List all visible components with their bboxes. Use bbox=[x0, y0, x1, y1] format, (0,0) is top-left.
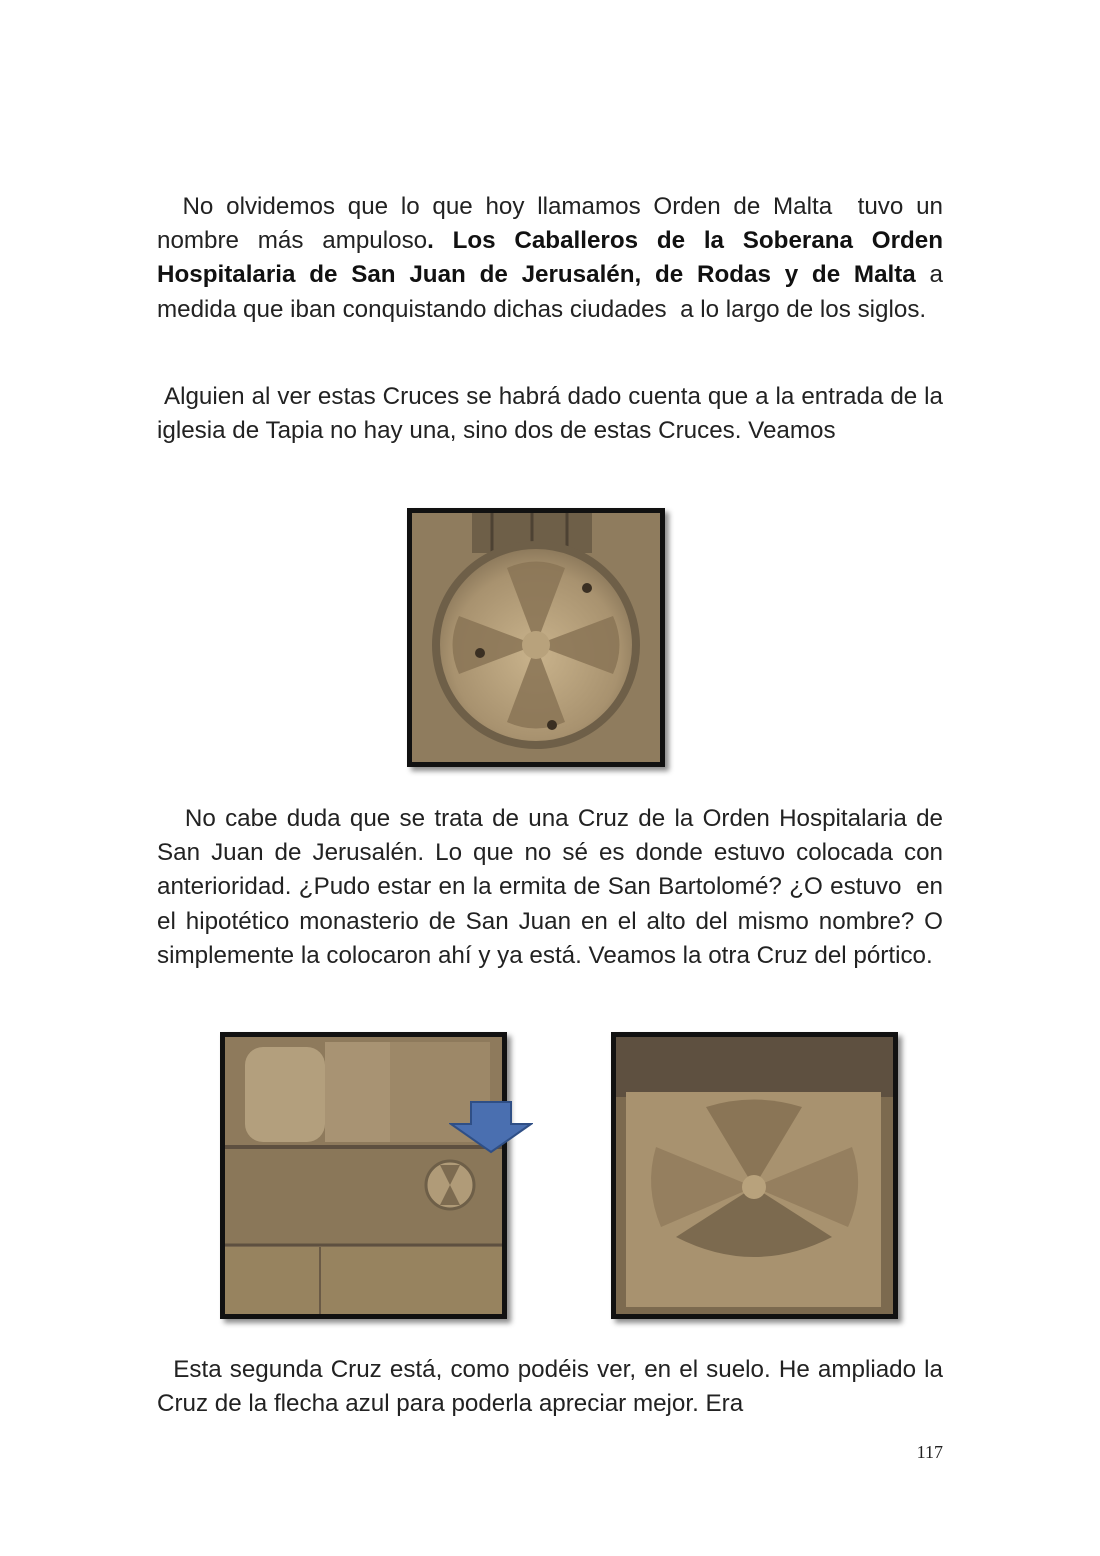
photo-stone-cross-circle bbox=[407, 508, 665, 767]
paragraph-cruz-hospitalaria: No cabe duda que se trata de una Cruz de la Orden Hospitalaria de San Juan de Jerusalén. Lo que no sé es donde estuvo colocada con anterioridad. ¿Pudo estar en la ermita de San Bartolomé? ¿O estuvo en el hipotético monasterio de San Juan en el alto del mismo nombre? O simplemente la colocaron ahí y ya está. Veamos la otra Cruz del pórtico. bbox=[157, 805, 943, 969]
photo-stone-wall bbox=[220, 1032, 507, 1319]
paragraph-segunda-cruz: Esta segunda Cruz está, como podéis ver, en el suelo. He ampliado la Cruz de la flecha azul para poderla apreciar mejor. Era bbox=[157, 1356, 943, 1418]
paragraph-orden-de-malta bbox=[157, 190, 943, 327]
paragraph-text: a medida que iban conquistando dichas ciudades a lo largo de los siglos. bbox=[157, 261, 943, 323]
paragraph-text: No olvidemos que lo que hoy llamamos Orden de Malta tuvo un nombre más ampuloso bbox=[157, 193, 943, 255]
bold-order-name: . Los Caballeros de la Soberana Orden Hospitalaria de San Juan de Jerusalén, de Rodas y de Malta bbox=[157, 227, 943, 289]
photo-stone-cross-closeup bbox=[611, 1032, 898, 1319]
blue-arrow-down-icon bbox=[449, 1100, 533, 1154]
paragraph-dos-cruces: Alguien al ver estas Cruces se habrá dado cuenta que a la entrada de la iglesia de Tapia no hay una, sino dos de estas Cruces. Veamos bbox=[157, 383, 943, 445]
page-number: 117 bbox=[916, 1442, 943, 1462]
